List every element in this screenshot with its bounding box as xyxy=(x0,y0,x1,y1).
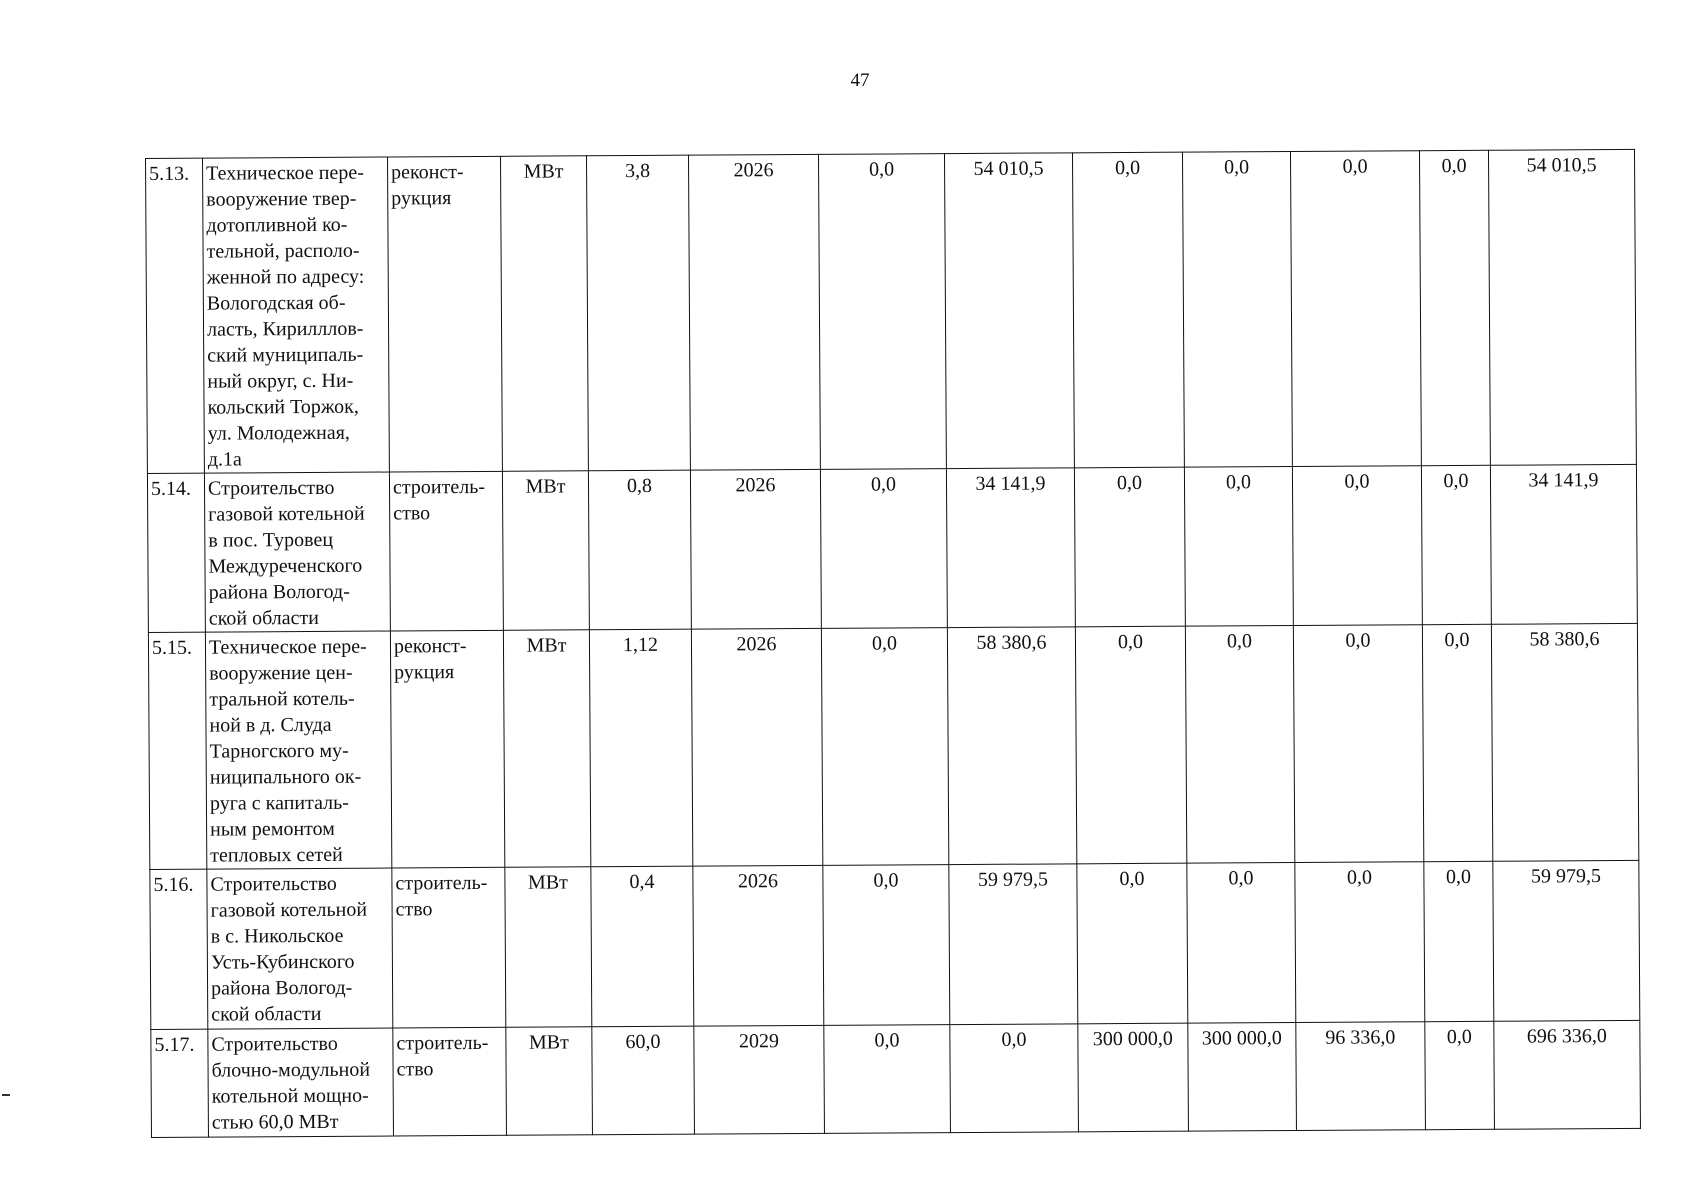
work-type-line: рукция xyxy=(394,661,455,684)
value-cell-1: 0,0 xyxy=(824,1025,951,1134)
value-cell-5: 96 336,0 xyxy=(1296,1022,1426,1131)
work-type-line: рукция xyxy=(391,187,452,210)
object-name-line: Вологодская об- xyxy=(206,291,346,315)
value-cell-6: 0,0 xyxy=(1425,1021,1495,1129)
object-name-line: газовой котельной xyxy=(208,502,365,526)
year-cell: 2029 xyxy=(694,1025,825,1134)
power-cell: 1,12 xyxy=(589,629,692,867)
total-cell: 34 141,9 xyxy=(1490,464,1637,624)
total-cell: 58 380,6 xyxy=(1491,623,1638,861)
value-cell-3: 0,0 xyxy=(1074,467,1185,627)
object-name-line: дотопливной ко- xyxy=(206,213,348,237)
object-name-line: в пос. Туровец xyxy=(208,528,334,552)
object-name xyxy=(203,157,390,473)
year-cell: 2026 xyxy=(691,628,822,866)
object-name-line: Техническое пере- xyxy=(208,635,367,659)
object-name-line: д.1а xyxy=(207,448,242,471)
object-name-line: вооружение твер- xyxy=(206,187,357,211)
value-cell-2: 34 141,9 xyxy=(946,468,1075,628)
value-cell-4: 0,0 xyxy=(1184,466,1293,626)
value-cell-1: 0,0 xyxy=(820,469,947,629)
value-cell-4: 0,0 xyxy=(1185,625,1294,863)
unit-cell: МВт xyxy=(502,471,589,631)
object-name-line: ной в д. Слуда xyxy=(209,713,332,737)
work-type xyxy=(390,630,504,868)
year-cell: 2026 xyxy=(688,154,820,470)
investment-table xyxy=(145,149,1641,1138)
row-number: 5.17. xyxy=(151,1029,209,1137)
unit-cell: МВт xyxy=(500,156,588,472)
margin-mark xyxy=(2,1094,10,1096)
page-number: 47 xyxy=(850,70,870,91)
object-name-line: Техническое пере- xyxy=(206,161,364,185)
object-name-line: вооружение цен- xyxy=(209,661,353,685)
work-type-line: строитель- xyxy=(392,475,486,499)
work-type xyxy=(387,156,502,472)
value-cell-3: 0,0 xyxy=(1075,626,1186,864)
object-name-line: ниципального ок- xyxy=(209,765,362,789)
value-cell-3: 300 000,0 xyxy=(1078,1023,1189,1132)
value-cell-4: 0,0 xyxy=(1182,152,1292,468)
object-name-line: района Вологод- xyxy=(208,580,350,604)
object-name-line: блочно-модульной xyxy=(211,1058,371,1082)
object-name-line: Усть-Кубинского xyxy=(210,950,355,974)
row-number: 5.13. xyxy=(146,158,205,473)
object-name-line: Тарногского му- xyxy=(209,739,349,763)
object-name-line: кольский Торжок, xyxy=(207,395,359,419)
object-name-line: Строительство xyxy=(210,872,337,896)
work-type xyxy=(393,1027,507,1136)
work-type xyxy=(392,867,506,1028)
work-type-line: ство xyxy=(396,1058,434,1081)
year-cell: 2026 xyxy=(693,865,824,1026)
work-type-line: ство xyxy=(395,898,433,921)
object-name-line: ул. Молодежная, xyxy=(207,421,350,445)
object-name xyxy=(207,868,393,1029)
row-number: 5.15. xyxy=(148,632,206,869)
object-name-line: тепловых сетей xyxy=(210,843,343,867)
table-row xyxy=(148,623,1638,869)
object-name xyxy=(205,631,391,869)
unit-cell: МВт xyxy=(506,1027,593,1136)
work-type-line: реконст- xyxy=(391,161,464,184)
unit-cell: МВт xyxy=(505,867,592,1028)
object-name-line: Междуреченского xyxy=(208,554,363,578)
object-name-line: женной по адресу: xyxy=(206,265,365,289)
table-row xyxy=(151,1020,1641,1137)
object-name-line: стью 60,0 МВт xyxy=(211,1110,339,1134)
object-name-line: Строительство xyxy=(207,476,335,500)
total-cell: 696 336,0 xyxy=(1494,1020,1641,1129)
value-cell-2: 0,0 xyxy=(950,1024,1079,1133)
object-name xyxy=(204,472,390,632)
value-cell-4: 300 000,0 xyxy=(1188,1022,1297,1131)
value-cell-6: 0,0 xyxy=(1419,150,1490,465)
object-name-line: района Вологод- xyxy=(211,976,353,1000)
value-cell-2: 59 979,5 xyxy=(949,864,1078,1025)
power-cell: 0,8 xyxy=(588,470,691,630)
value-cell-1: 0,0 xyxy=(818,154,946,470)
value-cell-2: 58 380,6 xyxy=(947,627,1076,865)
object-name-line: Строительство xyxy=(211,1032,338,1056)
value-cell-2: 54 010,5 xyxy=(944,153,1074,469)
value-cell-1: 0,0 xyxy=(823,865,950,1026)
value-cell-6: 0,0 xyxy=(1424,861,1494,1021)
year-cell: 2026 xyxy=(690,469,821,629)
object-name-line: ным ремонтом xyxy=(210,817,335,841)
object-name-line: ский муниципаль- xyxy=(207,343,364,367)
object-name-line: котельной мощно- xyxy=(211,1084,369,1108)
power-cell: 0,4 xyxy=(591,866,694,1027)
value-cell-5: 0,0 xyxy=(1290,151,1421,467)
object-name-line: в с. Никольское xyxy=(210,924,344,948)
table-row xyxy=(146,149,1637,473)
object-name-line: ный округ, с. Ни- xyxy=(207,369,354,393)
row-number: 5.14. xyxy=(147,473,205,632)
object-name xyxy=(208,1028,394,1137)
value-cell-5: 0,0 xyxy=(1293,625,1423,863)
work-type-line: ство xyxy=(393,502,431,525)
total-cell: 54 010,5 xyxy=(1488,149,1636,465)
row-number: 5.16. xyxy=(150,869,208,1029)
work-type-line: реконст- xyxy=(393,635,467,658)
value-cell-5: 0,0 xyxy=(1292,466,1422,626)
object-name-line: ласть, Кирилллов- xyxy=(206,317,364,341)
value-cell-1: 0,0 xyxy=(821,628,948,866)
value-cell-5: 0,0 xyxy=(1295,862,1425,1023)
power-cell: 60,0 xyxy=(592,1026,695,1135)
object-name-line: руга с капиталь- xyxy=(209,791,349,815)
work-type xyxy=(389,471,503,631)
table-row xyxy=(150,860,1640,1029)
object-name-line: тральной котель- xyxy=(209,687,355,711)
unit-cell: МВт xyxy=(503,630,590,868)
value-cell-4: 0,0 xyxy=(1187,862,1296,1023)
value-cell-6: 0,0 xyxy=(1421,465,1491,624)
object-name-line: ской области xyxy=(208,606,320,630)
value-cell-3: 0,0 xyxy=(1072,152,1184,468)
power-cell: 3,8 xyxy=(586,155,690,471)
value-cell-6: 0,0 xyxy=(1422,624,1492,861)
table-row xyxy=(147,464,1637,632)
object-name-line: газовой котельной xyxy=(210,898,368,922)
work-type-line: строитель- xyxy=(395,871,488,895)
value-cell-3: 0,0 xyxy=(1077,863,1188,1024)
total-cell: 59 979,5 xyxy=(1493,860,1640,1021)
work-type-line: строитель- xyxy=(396,1031,489,1055)
object-name-line: ской области xyxy=(211,1002,322,1026)
object-name-line: тельной, располо- xyxy=(206,239,360,263)
